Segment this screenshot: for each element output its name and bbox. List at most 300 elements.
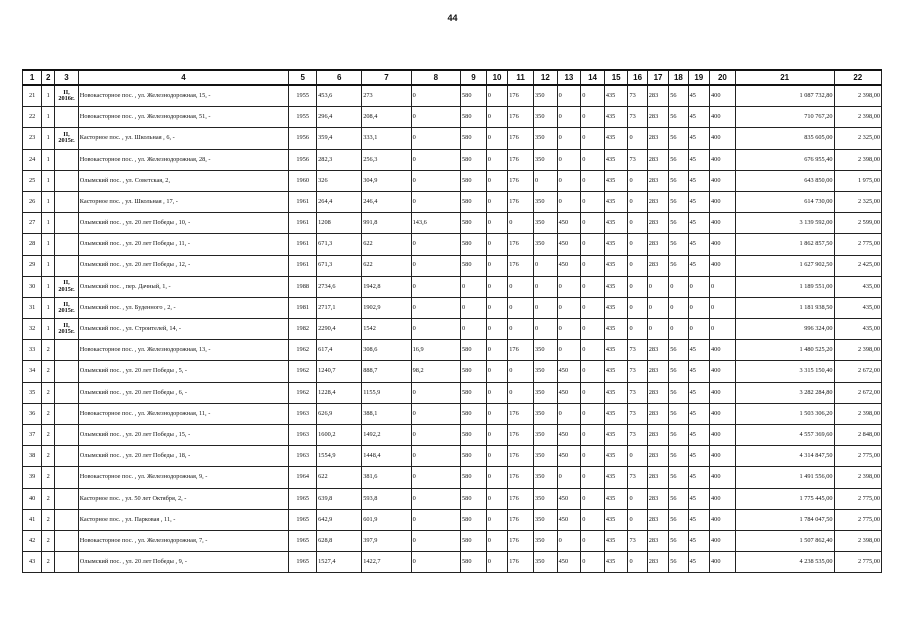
col-20-cell: 400 bbox=[710, 234, 736, 255]
stage-cell bbox=[55, 509, 79, 530]
col-16-cell: 73 bbox=[628, 149, 647, 170]
category-cell: 1 bbox=[42, 276, 55, 297]
col-10-cell: 0 bbox=[486, 128, 507, 149]
col-14-cell: 0 bbox=[581, 234, 605, 255]
living-area-cell: 256,3 bbox=[362, 149, 411, 170]
year-built-cell: 1965 bbox=[289, 530, 317, 551]
stage-cell: II, 2016г. bbox=[55, 85, 79, 107]
col-19-cell: 45 bbox=[688, 340, 709, 361]
col-15-cell: 435 bbox=[604, 170, 628, 191]
col-12-cell: 350 bbox=[534, 403, 558, 424]
col-15-cell: 435 bbox=[604, 213, 628, 234]
col-9-cell: 0 bbox=[461, 297, 487, 318]
col-14-cell: 0 bbox=[581, 297, 605, 318]
year-built-cell: 1988 bbox=[289, 276, 317, 297]
year-built-cell: 1964 bbox=[289, 467, 317, 488]
col-14-cell: 0 bbox=[581, 170, 605, 191]
col-9-cell: 580 bbox=[461, 170, 487, 191]
col-20-cell: 400 bbox=[710, 340, 736, 361]
total-amount-cell: 1 627 902,50 bbox=[735, 255, 834, 276]
col-9-cell: 580 bbox=[461, 446, 487, 467]
col-13-cell: 450 bbox=[557, 213, 581, 234]
col-18-cell: 56 bbox=[669, 191, 688, 212]
col-19-cell: 45 bbox=[688, 488, 709, 509]
col-9-cell: 580 bbox=[461, 128, 487, 149]
row-number-cell: 24 bbox=[23, 149, 42, 170]
table-row bbox=[23, 297, 882, 318]
housing-register-table bbox=[22, 69, 882, 573]
col-14-cell: 0 bbox=[581, 530, 605, 551]
stage-cell bbox=[55, 552, 79, 573]
col-19-cell: 45 bbox=[688, 382, 709, 403]
address-cell: Новокасторное пос. , ул. Железнодорожная, 51, - bbox=[78, 107, 288, 128]
col-19-cell: 45 bbox=[688, 425, 709, 446]
living-area-cell: 397,9 bbox=[362, 530, 411, 551]
table-row bbox=[23, 488, 882, 509]
col-14-cell: 0 bbox=[581, 255, 605, 276]
col-10-cell: 0 bbox=[486, 149, 507, 170]
unit-rate-cell: 2 398,00 bbox=[834, 107, 881, 128]
col-10-cell: 0 bbox=[486, 255, 507, 276]
year-built-cell: 1965 bbox=[289, 552, 317, 573]
col-11-cell: 176 bbox=[508, 403, 534, 424]
col-8-cell: 0 bbox=[411, 255, 460, 276]
col-12-cell: 350 bbox=[534, 340, 558, 361]
living-area-cell: 388,1 bbox=[362, 403, 411, 424]
living-area-cell: 273 bbox=[362, 85, 411, 107]
col-9-cell: 580 bbox=[461, 340, 487, 361]
row-number-cell: 43 bbox=[23, 552, 42, 573]
col-18-cell: 56 bbox=[669, 85, 688, 107]
col-11-cell: 176 bbox=[508, 340, 534, 361]
col-14-cell: 0 bbox=[581, 191, 605, 212]
col-20-cell: 400 bbox=[710, 170, 736, 191]
col-10-cell: 0 bbox=[486, 509, 507, 530]
col-14-cell: 0 bbox=[581, 488, 605, 509]
category-cell: 2 bbox=[42, 530, 55, 551]
living-area-cell: 1422,7 bbox=[362, 552, 411, 573]
col-11-cell: 176 bbox=[508, 85, 534, 107]
col-13-cell: 450 bbox=[557, 509, 581, 530]
total-area-cell: 1600,2 bbox=[317, 425, 362, 446]
col-17-cell: 283 bbox=[647, 255, 668, 276]
stage-cell bbox=[55, 149, 79, 170]
category-cell: 2 bbox=[42, 446, 55, 467]
row-number-cell: 23 bbox=[23, 128, 42, 149]
total-area-cell: 282,3 bbox=[317, 149, 362, 170]
stage-cell bbox=[55, 361, 79, 382]
col-8-cell: 0 bbox=[411, 467, 460, 488]
col-16-cell: 0 bbox=[628, 488, 647, 509]
total-amount-cell: 1 480 525,20 bbox=[735, 340, 834, 361]
col-13-cell: 0 bbox=[557, 149, 581, 170]
col-9-cell: 0 bbox=[461, 319, 487, 340]
unit-rate-cell: 1 975,00 bbox=[834, 170, 881, 191]
col-8-cell: 0 bbox=[411, 170, 460, 191]
total-amount-cell: 710 767,20 bbox=[735, 107, 834, 128]
col-18-cell: 56 bbox=[669, 128, 688, 149]
table-row bbox=[23, 425, 882, 446]
col-17-cell: 283 bbox=[647, 552, 668, 573]
total-amount-cell: 643 850,00 bbox=[735, 170, 834, 191]
unit-rate-cell: 2 775,00 bbox=[834, 446, 881, 467]
col-18-cell: 56 bbox=[669, 530, 688, 551]
col-16-cell: 0 bbox=[628, 297, 647, 318]
col-15-cell: 435 bbox=[604, 361, 628, 382]
unit-rate-cell: 2 398,00 bbox=[834, 340, 881, 361]
col-19-cell: 45 bbox=[688, 467, 709, 488]
row-number-cell: 41 bbox=[23, 509, 42, 530]
col-11-cell: 0 bbox=[508, 361, 534, 382]
table-row bbox=[23, 170, 882, 191]
total-area-cell: 639,8 bbox=[317, 488, 362, 509]
year-built-cell: 1982 bbox=[289, 319, 317, 340]
year-built-cell: 1981 bbox=[289, 297, 317, 318]
col-11-cell: 176 bbox=[508, 530, 534, 551]
total-area-cell: 296,4 bbox=[317, 107, 362, 128]
address-cell: Олымский пос. , ул. 20 лет Победы , 11, - bbox=[78, 234, 288, 255]
col-13-cell: 0 bbox=[557, 530, 581, 551]
col-12-cell: 350 bbox=[534, 488, 558, 509]
col-18-cell: 56 bbox=[669, 403, 688, 424]
col-17-cell: 283 bbox=[647, 128, 668, 149]
stage-cell bbox=[55, 488, 79, 509]
address-cell: Олымский пос. , ул. 20 лет Победы , 6, - bbox=[78, 382, 288, 403]
column-header-22: 22 bbox=[834, 70, 881, 85]
col-17-cell: 283 bbox=[647, 213, 668, 234]
table-row bbox=[23, 191, 882, 212]
col-13-cell: 0 bbox=[557, 128, 581, 149]
col-8-cell: 0 bbox=[411, 552, 460, 573]
total-amount-cell: 3 282 284,80 bbox=[735, 382, 834, 403]
address-cell: Олымский пос. , ул. Буденного , 2, - bbox=[78, 297, 288, 318]
stage-cell bbox=[55, 213, 79, 234]
col-13-cell: 0 bbox=[557, 340, 581, 361]
stage-cell bbox=[55, 234, 79, 255]
page-number: 44 bbox=[447, 13, 458, 23]
column-header-18: 18 bbox=[669, 70, 688, 85]
category-cell: 1 bbox=[42, 234, 55, 255]
col-20-cell: 400 bbox=[710, 509, 736, 530]
year-built-cell: 1956 bbox=[289, 149, 317, 170]
col-17-cell: 283 bbox=[647, 85, 668, 107]
col-8-cell: 0 bbox=[411, 319, 460, 340]
col-10-cell: 0 bbox=[486, 107, 507, 128]
column-header-13: 13 bbox=[557, 70, 581, 85]
col-9-cell: 580 bbox=[461, 234, 487, 255]
col-11-cell: 176 bbox=[508, 107, 534, 128]
total-amount-cell: 4 557 369,60 bbox=[735, 425, 834, 446]
col-19-cell: 45 bbox=[688, 361, 709, 382]
address-cell: Новокасторное пос. , ул. Железнодорожная, 9, - bbox=[78, 467, 288, 488]
total-area-cell: 359,4 bbox=[317, 128, 362, 149]
col-17-cell: 0 bbox=[647, 276, 668, 297]
col-14-cell: 0 bbox=[581, 276, 605, 297]
stage-cell: II, 2015г. bbox=[55, 276, 79, 297]
category-cell: 2 bbox=[42, 467, 55, 488]
col-9-cell: 580 bbox=[461, 509, 487, 530]
col-19-cell: 45 bbox=[688, 107, 709, 128]
col-9-cell: 580 bbox=[461, 85, 487, 107]
col-11-cell: 0 bbox=[508, 297, 534, 318]
col-16-cell: 73 bbox=[628, 85, 647, 107]
row-number-cell: 37 bbox=[23, 425, 42, 446]
category-cell: 2 bbox=[42, 382, 55, 403]
row-number-cell: 31 bbox=[23, 297, 42, 318]
col-14-cell: 0 bbox=[581, 382, 605, 403]
table-row bbox=[23, 467, 882, 488]
col-13-cell: 450 bbox=[557, 361, 581, 382]
year-built-cell: 1965 bbox=[289, 488, 317, 509]
column-header-11: 11 bbox=[508, 70, 534, 85]
col-16-cell: 0 bbox=[628, 128, 647, 149]
address-cell: Олымский пос. , ул. 20 лет Победы , 12, - bbox=[78, 255, 288, 276]
col-12-cell: 0 bbox=[534, 255, 558, 276]
col-15-cell: 435 bbox=[604, 107, 628, 128]
col-11-cell: 0 bbox=[508, 213, 534, 234]
col-14-cell: 0 bbox=[581, 361, 605, 382]
col-17-cell: 283 bbox=[647, 234, 668, 255]
stage-cell: II, 2015г. bbox=[55, 319, 79, 340]
table-row bbox=[23, 382, 882, 403]
category-cell: 1 bbox=[42, 170, 55, 191]
total-amount-cell: 676 955,40 bbox=[735, 149, 834, 170]
total-amount-cell: 1 189 551,00 bbox=[735, 276, 834, 297]
col-8-cell: 0 bbox=[411, 446, 460, 467]
col-13-cell: 0 bbox=[557, 107, 581, 128]
table-row bbox=[23, 509, 882, 530]
row-number-cell: 36 bbox=[23, 403, 42, 424]
col-9-cell: 580 bbox=[461, 467, 487, 488]
column-header-15: 15 bbox=[604, 70, 628, 85]
unit-rate-cell: 2 599,00 bbox=[834, 213, 881, 234]
col-19-cell: 45 bbox=[688, 213, 709, 234]
address-cell: Олымский пос. , ул. 20 лет Победы , 9, - bbox=[78, 552, 288, 573]
col-18-cell: 56 bbox=[669, 382, 688, 403]
col-13-cell: 0 bbox=[557, 403, 581, 424]
col-9-cell: 580 bbox=[461, 191, 487, 212]
col-10-cell: 0 bbox=[486, 488, 507, 509]
table-row bbox=[23, 255, 882, 276]
col-10-cell: 0 bbox=[486, 552, 507, 573]
col-16-cell: 73 bbox=[628, 530, 647, 551]
col-15-cell: 435 bbox=[604, 297, 628, 318]
category-cell: 2 bbox=[42, 552, 55, 573]
year-built-cell: 1955 bbox=[289, 85, 317, 107]
table-row bbox=[23, 234, 882, 255]
col-18-cell: 0 bbox=[669, 276, 688, 297]
col-16-cell: 0 bbox=[628, 255, 647, 276]
col-19-cell: 45 bbox=[688, 509, 709, 530]
column-header-4: 4 bbox=[78, 70, 288, 85]
col-16-cell: 73 bbox=[628, 107, 647, 128]
total-area-cell: 671,3 bbox=[317, 255, 362, 276]
total-area-cell: 628,8 bbox=[317, 530, 362, 551]
col-13-cell: 450 bbox=[557, 446, 581, 467]
row-number-cell: 33 bbox=[23, 340, 42, 361]
col-11-cell: 176 bbox=[508, 191, 534, 212]
col-15-cell: 435 bbox=[604, 488, 628, 509]
col-17-cell: 283 bbox=[647, 382, 668, 403]
category-cell: 1 bbox=[42, 255, 55, 276]
col-12-cell: 350 bbox=[534, 149, 558, 170]
total-amount-cell: 1 503 306,20 bbox=[735, 403, 834, 424]
row-number-cell: 26 bbox=[23, 191, 42, 212]
row-number-cell: 29 bbox=[23, 255, 42, 276]
col-19-cell: 45 bbox=[688, 149, 709, 170]
col-14-cell: 0 bbox=[581, 149, 605, 170]
table-row bbox=[23, 149, 882, 170]
col-9-cell: 580 bbox=[461, 149, 487, 170]
unit-rate-cell: 2 775,00 bbox=[834, 509, 881, 530]
header-row bbox=[23, 70, 882, 85]
column-header-1: 1 bbox=[23, 70, 42, 85]
col-18-cell: 56 bbox=[669, 509, 688, 530]
col-16-cell: 73 bbox=[628, 340, 647, 361]
col-12-cell: 350 bbox=[534, 530, 558, 551]
col-12-cell: 350 bbox=[534, 361, 558, 382]
col-11-cell: 176 bbox=[508, 425, 534, 446]
living-area-cell: 246,4 bbox=[362, 191, 411, 212]
total-amount-cell: 1 087 732,80 bbox=[735, 85, 834, 107]
col-15-cell: 435 bbox=[604, 340, 628, 361]
col-12-cell: 0 bbox=[534, 297, 558, 318]
col-16-cell: 73 bbox=[628, 361, 647, 382]
col-16-cell: 0 bbox=[628, 170, 647, 191]
category-cell: 1 bbox=[42, 319, 55, 340]
col-12-cell: 350 bbox=[534, 128, 558, 149]
unit-rate-cell: 2 325,00 bbox=[834, 128, 881, 149]
col-15-cell: 435 bbox=[604, 382, 628, 403]
col-16-cell: 73 bbox=[628, 382, 647, 403]
col-18-cell: 0 bbox=[669, 319, 688, 340]
col-14-cell: 0 bbox=[581, 509, 605, 530]
table-header bbox=[23, 70, 882, 85]
col-16-cell: 0 bbox=[628, 509, 647, 530]
total-area-cell: 264,4 bbox=[317, 191, 362, 212]
col-20-cell: 400 bbox=[710, 128, 736, 149]
col-12-cell: 350 bbox=[534, 509, 558, 530]
stage-cell bbox=[55, 170, 79, 191]
col-20-cell: 0 bbox=[710, 276, 736, 297]
col-17-cell: 283 bbox=[647, 170, 668, 191]
stage-cell bbox=[55, 403, 79, 424]
year-built-cell: 1961 bbox=[289, 255, 317, 276]
col-14-cell: 0 bbox=[581, 319, 605, 340]
total-amount-cell: 835 605,00 bbox=[735, 128, 834, 149]
col-20-cell: 400 bbox=[710, 552, 736, 573]
col-19-cell: 45 bbox=[688, 530, 709, 551]
col-8-cell: 0 bbox=[411, 530, 460, 551]
col-18-cell: 0 bbox=[669, 297, 688, 318]
col-11-cell: 176 bbox=[508, 234, 534, 255]
category-cell: 2 bbox=[42, 509, 55, 530]
col-8-cell: 16,9 bbox=[411, 340, 460, 361]
table-row bbox=[23, 319, 882, 340]
table-row bbox=[23, 446, 882, 467]
col-10-cell: 0 bbox=[486, 276, 507, 297]
unit-rate-cell: 2 775,00 bbox=[834, 488, 881, 509]
address-cell: Олымский пос. , ул. 20 лет Победы , 15, - bbox=[78, 425, 288, 446]
unit-rate-cell: 2 672,00 bbox=[834, 361, 881, 382]
column-header-8: 8 bbox=[411, 70, 460, 85]
col-19-cell: 0 bbox=[688, 276, 709, 297]
col-12-cell: 350 bbox=[534, 467, 558, 488]
col-16-cell: 73 bbox=[628, 403, 647, 424]
col-8-cell: 0 bbox=[411, 488, 460, 509]
col-10-cell: 0 bbox=[486, 297, 507, 318]
col-10-cell: 0 bbox=[486, 319, 507, 340]
col-10-cell: 0 bbox=[486, 170, 507, 191]
col-14-cell: 0 bbox=[581, 446, 605, 467]
col-18-cell: 56 bbox=[669, 488, 688, 509]
col-20-cell: 400 bbox=[710, 382, 736, 403]
col-18-cell: 56 bbox=[669, 361, 688, 382]
total-amount-cell: 996 324,00 bbox=[735, 319, 834, 340]
unit-rate-cell: 435,00 bbox=[834, 297, 881, 318]
living-area-cell: 888,7 bbox=[362, 361, 411, 382]
living-area-cell: 622 bbox=[362, 234, 411, 255]
living-area-cell: 308,6 bbox=[362, 340, 411, 361]
year-built-cell: 1960 bbox=[289, 170, 317, 191]
year-built-cell: 1965 bbox=[289, 509, 317, 530]
col-14-cell: 0 bbox=[581, 340, 605, 361]
col-11-cell: 176 bbox=[508, 255, 534, 276]
col-11-cell: 176 bbox=[508, 446, 534, 467]
col-8-cell: 0 bbox=[411, 234, 460, 255]
column-header-6: 6 bbox=[317, 70, 362, 85]
total-area-cell: 2734,6 bbox=[317, 276, 362, 297]
address-cell: Олымский пос. , ул. Строителей, 14, - bbox=[78, 319, 288, 340]
col-16-cell: 0 bbox=[628, 319, 647, 340]
col-14-cell: 0 bbox=[581, 128, 605, 149]
stage-cell bbox=[55, 382, 79, 403]
col-17-cell: 283 bbox=[647, 488, 668, 509]
living-area-cell: 1155,9 bbox=[362, 382, 411, 403]
col-12-cell: 0 bbox=[534, 170, 558, 191]
living-area-cell: 1942,8 bbox=[362, 276, 411, 297]
table-row bbox=[23, 276, 882, 297]
col-15-cell: 435 bbox=[604, 509, 628, 530]
row-number-cell: 30 bbox=[23, 276, 42, 297]
col-10-cell: 0 bbox=[486, 234, 507, 255]
address-cell: Олымский пос. , ул. 20 лет Победы , 18, - bbox=[78, 446, 288, 467]
total-area-cell: 2717,1 bbox=[317, 297, 362, 318]
col-19-cell: 45 bbox=[688, 234, 709, 255]
category-cell: 1 bbox=[42, 191, 55, 212]
col-15-cell: 435 bbox=[604, 191, 628, 212]
col-18-cell: 56 bbox=[669, 213, 688, 234]
col-13-cell: 450 bbox=[557, 234, 581, 255]
address-cell: Новокасторное пос. , ул. Железнодорожная, 7, - bbox=[78, 530, 288, 551]
col-20-cell: 400 bbox=[710, 425, 736, 446]
total-area-cell: 1527,4 bbox=[317, 552, 362, 573]
row-number-cell: 42 bbox=[23, 530, 42, 551]
col-20-cell: 400 bbox=[710, 403, 736, 424]
col-8-cell: 98,2 bbox=[411, 361, 460, 382]
stage-cell bbox=[55, 425, 79, 446]
col-15-cell: 435 bbox=[604, 85, 628, 107]
stage-cell bbox=[55, 107, 79, 128]
col-8-cell: 0 bbox=[411, 276, 460, 297]
col-10-cell: 0 bbox=[486, 191, 507, 212]
col-16-cell: 0 bbox=[628, 213, 647, 234]
col-13-cell: 450 bbox=[557, 552, 581, 573]
col-15-cell: 435 bbox=[604, 276, 628, 297]
total-area-cell: 453,6 bbox=[317, 85, 362, 107]
table-body bbox=[23, 85, 882, 573]
stage-cell bbox=[55, 530, 79, 551]
